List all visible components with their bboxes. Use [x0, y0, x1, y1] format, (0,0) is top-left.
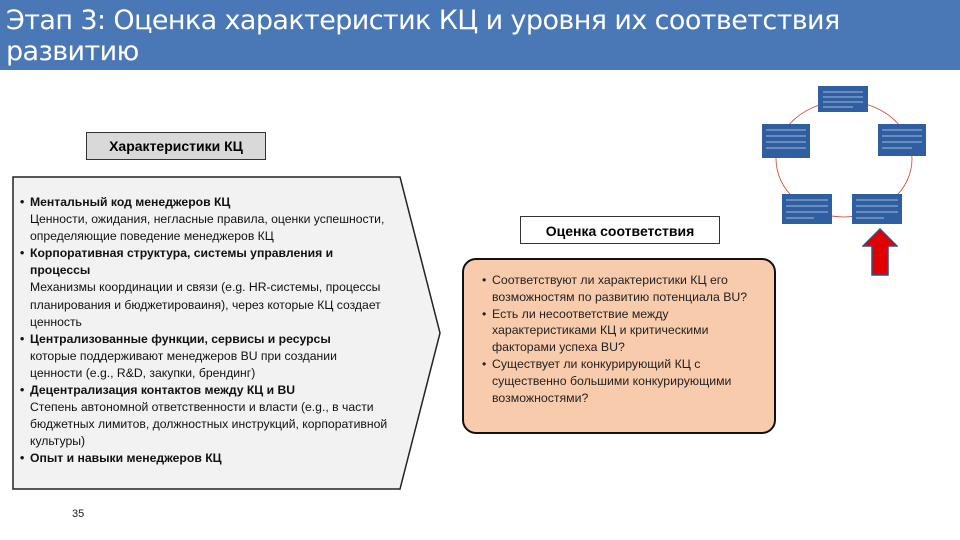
characteristic-title: • Опыт и навыки менеджеров КЦ [20, 450, 390, 467]
cycle-step-4 [782, 194, 832, 224]
page-number: 35 [72, 508, 85, 520]
characteristic-title: • Централизованные функции, сервисы и ресурсы [20, 331, 390, 348]
assessment-question: • Существует ли конкурирующий КЦ с существенно большими конкурирующими возможностями? [482, 356, 766, 406]
characteristic-title: • Децентрализация контактов между КЦ и BU [20, 382, 390, 399]
process-cycle-diagram [758, 84, 930, 230]
assessment-box [462, 258, 776, 434]
title-bar [0, 0, 960, 98]
cycle-step-5 [762, 124, 810, 158]
assessment-label: Оценка соответствия [520, 216, 720, 244]
cycle-step-2 [878, 124, 926, 156]
characteristic-title: • Ментальный код менеджеров КЦ [20, 194, 390, 211]
up-arrow-icon [862, 228, 898, 281]
slide-title-line2: потенциала BU [6, 67, 216, 98]
characteristics-list [20, 194, 390, 468]
slide-title-line1: Этап 3: Оценка характеристик КЦ и уровня их соответствия развитию [6, 5, 840, 67]
characteristic-desc: которые поддерживают менеджеров BU при создании ценности (e.g., R&D, закупки, брендинг) [30, 348, 337, 380]
characteristics-label: Характеристики КЦ [86, 132, 266, 160]
assessment-question: • Есть ли несоответствие между характеристиками КЦ и критическими факторами успеха BU? [482, 306, 766, 356]
characteristic-title: • Корпоративная структура, системы управления и процессы [20, 245, 390, 279]
characteristic-desc: Ценности, ожидания, негласные правила, оценки успешности, определяющие поведение менеджеров КЦ [30, 212, 385, 244]
assessment-question: • Соответствуют ли характеристики КЦ его возможностям по развитию потенциала BU? [482, 272, 766, 306]
characteristic-desc: Механизмы координации и связи (e.g. HR-системы, процессы планирования и бюджетироваиня), через которые КЦ создает ценность [30, 280, 381, 329]
characteristic-desc: Степень автономной ответственности и власти (e.g., в части бюджетных лимитов, должностных инструкций, корпоративной культуры) [30, 400, 388, 449]
cycle-step-1 [818, 86, 868, 112]
cycle-step-3 [852, 194, 902, 224]
